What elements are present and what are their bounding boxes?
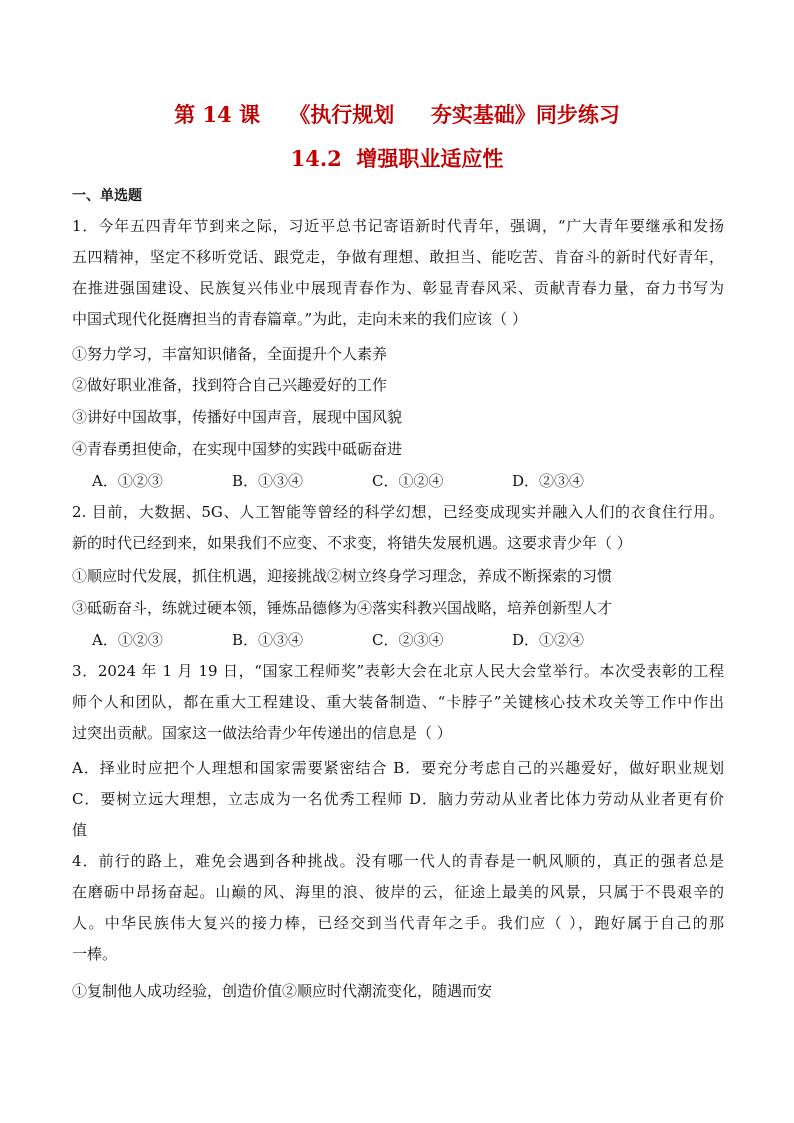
question-1-stem-line: 五四精神，坚定不移听党话、跟党走，争做有理想、敢担当、能吃苦、肯奋斗的新时代好青年， <box>72 248 724 266</box>
question-2-option-a: A．①②③ <box>92 631 163 649</box>
question-4-stem-line: 一棒。 <box>72 945 118 963</box>
question-1-option-b: B．①③④ <box>232 472 304 490</box>
section-title: 一、单选题 <box>72 188 142 204</box>
question-1-stem-line: 中国式现代化挺膺担当的青春篇章。”为此，走向未来的我们应该（ ） <box>72 310 527 328</box>
question-1-stem-line: 在推进强国建设、民族复兴伟业中展现青春作为、彰显青春风采、贡献青春力量，奋力书写为 <box>72 279 724 297</box>
question-2-item: ③砥砺奋斗，练就过硬本领，锤炼品德修为④落实科教兴国战略，培养创新型人才 <box>72 599 613 617</box>
question-3-option-line: C．要树立远大理想，立志成为一名优秀工程师 D．脑力劳动从业者比体力劳动从业者更有价 <box>72 790 724 808</box>
question-2-option-d: D．①②④ <box>512 631 585 649</box>
question-1-option-a: A．①②③ <box>92 472 163 490</box>
question-2-item: ①顺应时代发展，抓住机遇，迎接挑战②树立终身学习理念，养成不断探索的习惯 <box>72 567 613 585</box>
question-1-option-d: D．②③④ <box>512 472 585 490</box>
question-4-stem-line: 人。中华民族伟大复兴的接力棒，已经交到当代青年之手。我们应（ ），跑好属于自己的那 <box>72 914 724 932</box>
question-2-options <box>92 629 652 651</box>
question-1-item: ①努力学习，丰富知识储备，全面提升个人素养 <box>72 345 388 363</box>
question-1-stem-line: 1．今年五四青年节到来之际，习近平总书记寄语新时代青年，强调，“广大青年要继承和发扬 <box>72 217 724 235</box>
question-3-stem-line: 师个人和团队，都在重大工程建设、重大装备制造、“卡脖子”关键核心技术攻关等工作中作出 <box>72 693 724 711</box>
question-1-option-c: C．①②④ <box>372 472 444 490</box>
question-1-options <box>92 470 652 492</box>
page-subtitle: 14.2 增强职业适应性 <box>290 146 504 171</box>
question-4-stem-line: 4．前行的路上，难免会遇到各种挑战。没有哪一代人的青春是一帆风顺的，真正的强者总是 <box>72 852 724 870</box>
question-2-stem-line: 新的时代已经到来，如果我们不应变、不求变，将错失发展机遇。这要求青少年（ ） <box>72 534 632 552</box>
question-2-option-c: C．②③④ <box>372 631 444 649</box>
question-1-item: ③讲好中国故事，传播好中国声音，展现中国风貌 <box>72 408 403 426</box>
question-2-stem-line: 2. 目前，大数据、5G、人工智能等曾经的科学幻想，已经变成现实并融入人们的衣食住行用。 <box>72 503 724 521</box>
question-1-item: ④青春勇担使命，在实现中国梦的实践中砥砺奋进 <box>72 440 403 458</box>
question-3-stem-line: 过突出贡献。国家这一做法给青少年传递出的信息是（ ） <box>72 724 452 742</box>
question-2-option-b: B．①③④ <box>232 631 304 649</box>
question-3-option-line: A．择业时应把个人理想和国家需要紧密结合 B．要充分考虑自己的兴趣爱好，做好职业规划 <box>72 759 724 777</box>
question-4-item: ①复制他人成功经验，创造价值②顺应时代潮流变化，随遇而安 <box>72 982 493 1000</box>
page-title: 第 14 课 《执行规划 夯实基础》同步练习 <box>174 102 620 127</box>
question-3-stem-line: 3．2024 年 1 月 19 日，“国家工程师奖”表彰大会在北京人民大会堂举行。本次受表彰的工程 <box>72 662 724 680</box>
question-4-stem-line: 在磨砺中昂扬奋起。山巅的风、海里的浪、彼岸的云，征途上最美的风景，只属于不畏艰辛的 <box>72 883 724 901</box>
question-1-item: ②做好职业准备，找到符合自己兴趣爱好的工作 <box>72 376 388 394</box>
question-3-option-line: 值 <box>72 821 88 839</box>
